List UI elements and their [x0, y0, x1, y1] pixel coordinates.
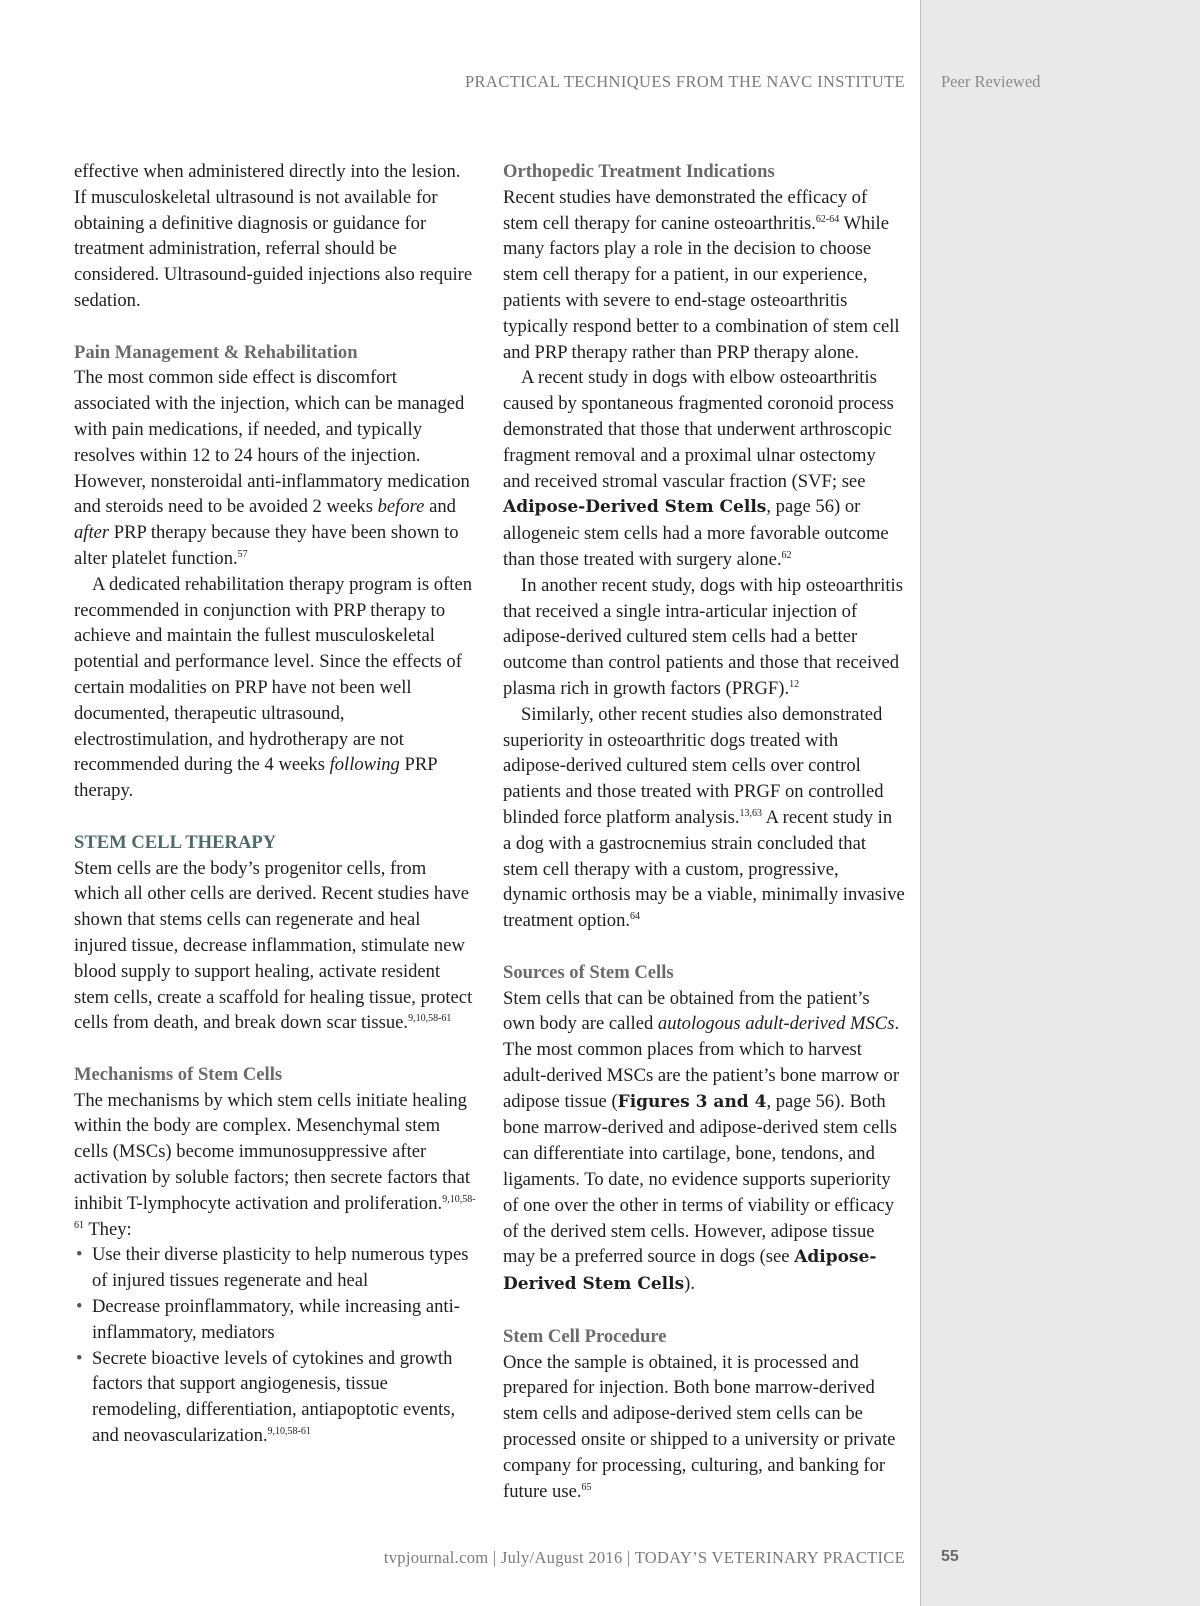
citation: 64 — [630, 911, 641, 923]
citation: 65 — [581, 1481, 592, 1493]
peer-reviewed-label: Peer Reviewed — [941, 72, 1041, 91]
sources-paragraph: Stem cells that can be obtained from the patient’s own body are called autologous adult-derived MSCs. The most common places from which to harvest adult-derived MSCs are the patient’s bone marrow or adipose tissue (Figures 3 and 4, page 56). Both bone marrow-derived and adipose-derived stem cells can differentiate into cartilage, bone, tendons, and ligaments. To date, no evidence supports superiority of one over the other in terms of viability or efficacy of the derived stem cells. However, adipose tissue may be a preferred source in dogs (see Adipose-Derived Stem Cells). — [503, 987, 900, 1295]
orthopedic-paragraph-4: Similarly, other recent studies also demonstrated superiority in osteoarthritic dogs treated with adipose-derived cultured stem cells over control patients and those treated with PRGF on controlled blinded force platform analysis.$^{13,63}$ A recent study in a dog with a gastrocnemius strain concluded that stem cell therapy with a custom, progressive, dynamic orthosis may be a viable, minimally invasive treatment option.$^{64}$ — [503, 703, 905, 932]
mechanisms-paragraph: The mechanisms by which stem cells initiate healing within the body are complex. Mesenchymal stem cells (MSCs) become immunosuppressive after activation by soluble factors; then secrete factors that inhibit T-lymphocyte activation and proliferation.$^{9,10,58-61}$ They: — [74, 1089, 476, 1240]
orthopedic-paragraph-1: Recent studies have demonstrated the efficacy of stem cell therapy for canine osteoarthritis.$^{62-64}$ While many factors play a role in the decision to choose stem cell therapy for a patient, in our experience, patients with severe to end-stage osteoarthritis typically respond better to a combination of stem cell and PRP therapy rather than PRP therapy alone. — [503, 186, 900, 363]
mechanisms-bullet-list — [74, 1242, 476, 1448]
running-head: PRACTICAL TECHNIQUES FROM THE NAVC INSTITUTE — [464, 72, 905, 91]
footer-text: tvpjournal.com | July/August 2016 | TODAY’S VETERINARY PRACTICE — [383, 1548, 905, 1567]
citation: 9,10,58-61 — [408, 1013, 452, 1025]
figures-reference: Figures 3 and 4 — [617, 1091, 767, 1112]
emphasis-before: before — [377, 496, 425, 518]
stem-cell-paragraph: Stem cells are the body’s progenitor cells, from which all other cells are derived. Recent studies have shown that stems cells can regenerate and heal injured tissue, decrease inflammation, stimulate new blood supply to support healing, activate resident stem cells, create a scaffold for healing tissue, protect cells from death, and break down scar tissue.$^{9,10,58-61}$ — [74, 857, 473, 1034]
left-column — [74, 159, 476, 1449]
list-item: • Decrease proinflammatory, while increasing anti-inflammatory, mediators — [74, 1294, 476, 1346]
sources-heading: Sources of Stem Cells — [503, 961, 674, 983]
orthopedic-heading: Orthopedic Treatment Indications — [503, 161, 775, 182]
citation: 57 — [237, 548, 248, 560]
emphasis-autologous: autologous adult-derived MSCs — [657, 1013, 895, 1035]
citation: 9,10,58-61 — [74, 1193, 476, 1231]
orthopedic-paragraph-2: A recent study in dogs with elbow osteoarthritis caused by spontaneous fragmented coronoid process demonstrated that those that underwent arthroscopic fragment removal and a proximal ulnar ostectomy and received stromal vascular fraction (SVF; see Adipose-Derived Stem Cells, page 56) or allogeneic stem cells had a more favorable outcome than those treated with surgery alone.$^{62}$ — [503, 367, 894, 570]
emphasis-after: after — [74, 522, 110, 544]
adipose-sidebar-reference: Adipose-Derived Stem Cells — [503, 497, 767, 518]
citation: 62-64 — [815, 213, 840, 225]
list-item: • Use their diverse plasticity to help numerous types of injured tissues regenerate and heal — [74, 1242, 476, 1294]
list-item: • Secrete bioactive levels of cytokines and growth factors that support angiogenesis, tissue remodeling, differentiation, antiapoptotic events, and neovascularization.$^{9,10,58-61}$ — [74, 1346, 476, 1449]
citation: 62 — [781, 549, 792, 561]
margin-divider — [920, 0, 921, 1606]
page-number: 55 — [941, 1548, 959, 1565]
pain-management-heading: Pain Management & Rehabilitation — [74, 341, 358, 363]
stem-cell-therapy-heading: STEM CELL THERAPY — [74, 831, 277, 853]
procedure-heading: Stem Cell Procedure — [503, 1325, 667, 1347]
citation: 13,63 — [739, 807, 762, 819]
orthopedic-paragraph-3: In another recent study, dogs with hip osteoarthritis that received a single intra-articular injection of adipose-derived cultured stem cells had a better outcome than control patients and those that received plasma rich in growth factors (PRGF).$^{12}$ — [503, 574, 903, 699]
emphasis-following: following — [329, 754, 400, 776]
citation: 9,10,58-61 — [267, 1426, 311, 1438]
citation: 12 — [789, 678, 800, 690]
pain-paragraph-2: A dedicated rehabilitation therapy program is often recommended in conjunction with PRP therapy to achieve and maintain the fullest musculoskeletal potential and performance level. Since the effects of certain modalities on PRP have not been well documented, therapeutic ultrasound, electrostimulation, and hydrotherapy are not recommended during the 4 weeks following PRP therapy. — [74, 573, 473, 802]
procedure-paragraph: Once the sample is obtained, it is processed and prepared for injection. Both bone marrow-derived stem cells and adipose-derived stem cells can be processed onsite or shipped to a university or private company for processing, culturing, and banking for future use.$^{65}$ — [503, 1351, 896, 1502]
intro-paragraph: effective when administered directly into the lesion. If musculoskeletal ultrasound is not available for obtaining a definitive diagnosis or guidance for treatment administration, referral should be considered. Ultrasound-guided injections also require sedation. — [74, 161, 473, 311]
pain-paragraph-1: The most common side effect is discomfort associated with the injection, which can be managed with pain medications, if needed, and typically resolves within 12 to 24 hours of the injection. However, nonsteroidal anti-inflammatory medication and steroids need to be avoided 2 weeks before and after PRP therapy because they have been shown to alter platelet function.$^{57}$ — [74, 367, 470, 569]
page-margin-strip — [921, 0, 1200, 1606]
mechanisms-heading: Mechanisms of Stem Cells — [74, 1063, 283, 1085]
right-column — [503, 159, 905, 1504]
adipose-sidebar-reference: Adipose-Derived Stem Cells — [503, 1247, 877, 1295]
